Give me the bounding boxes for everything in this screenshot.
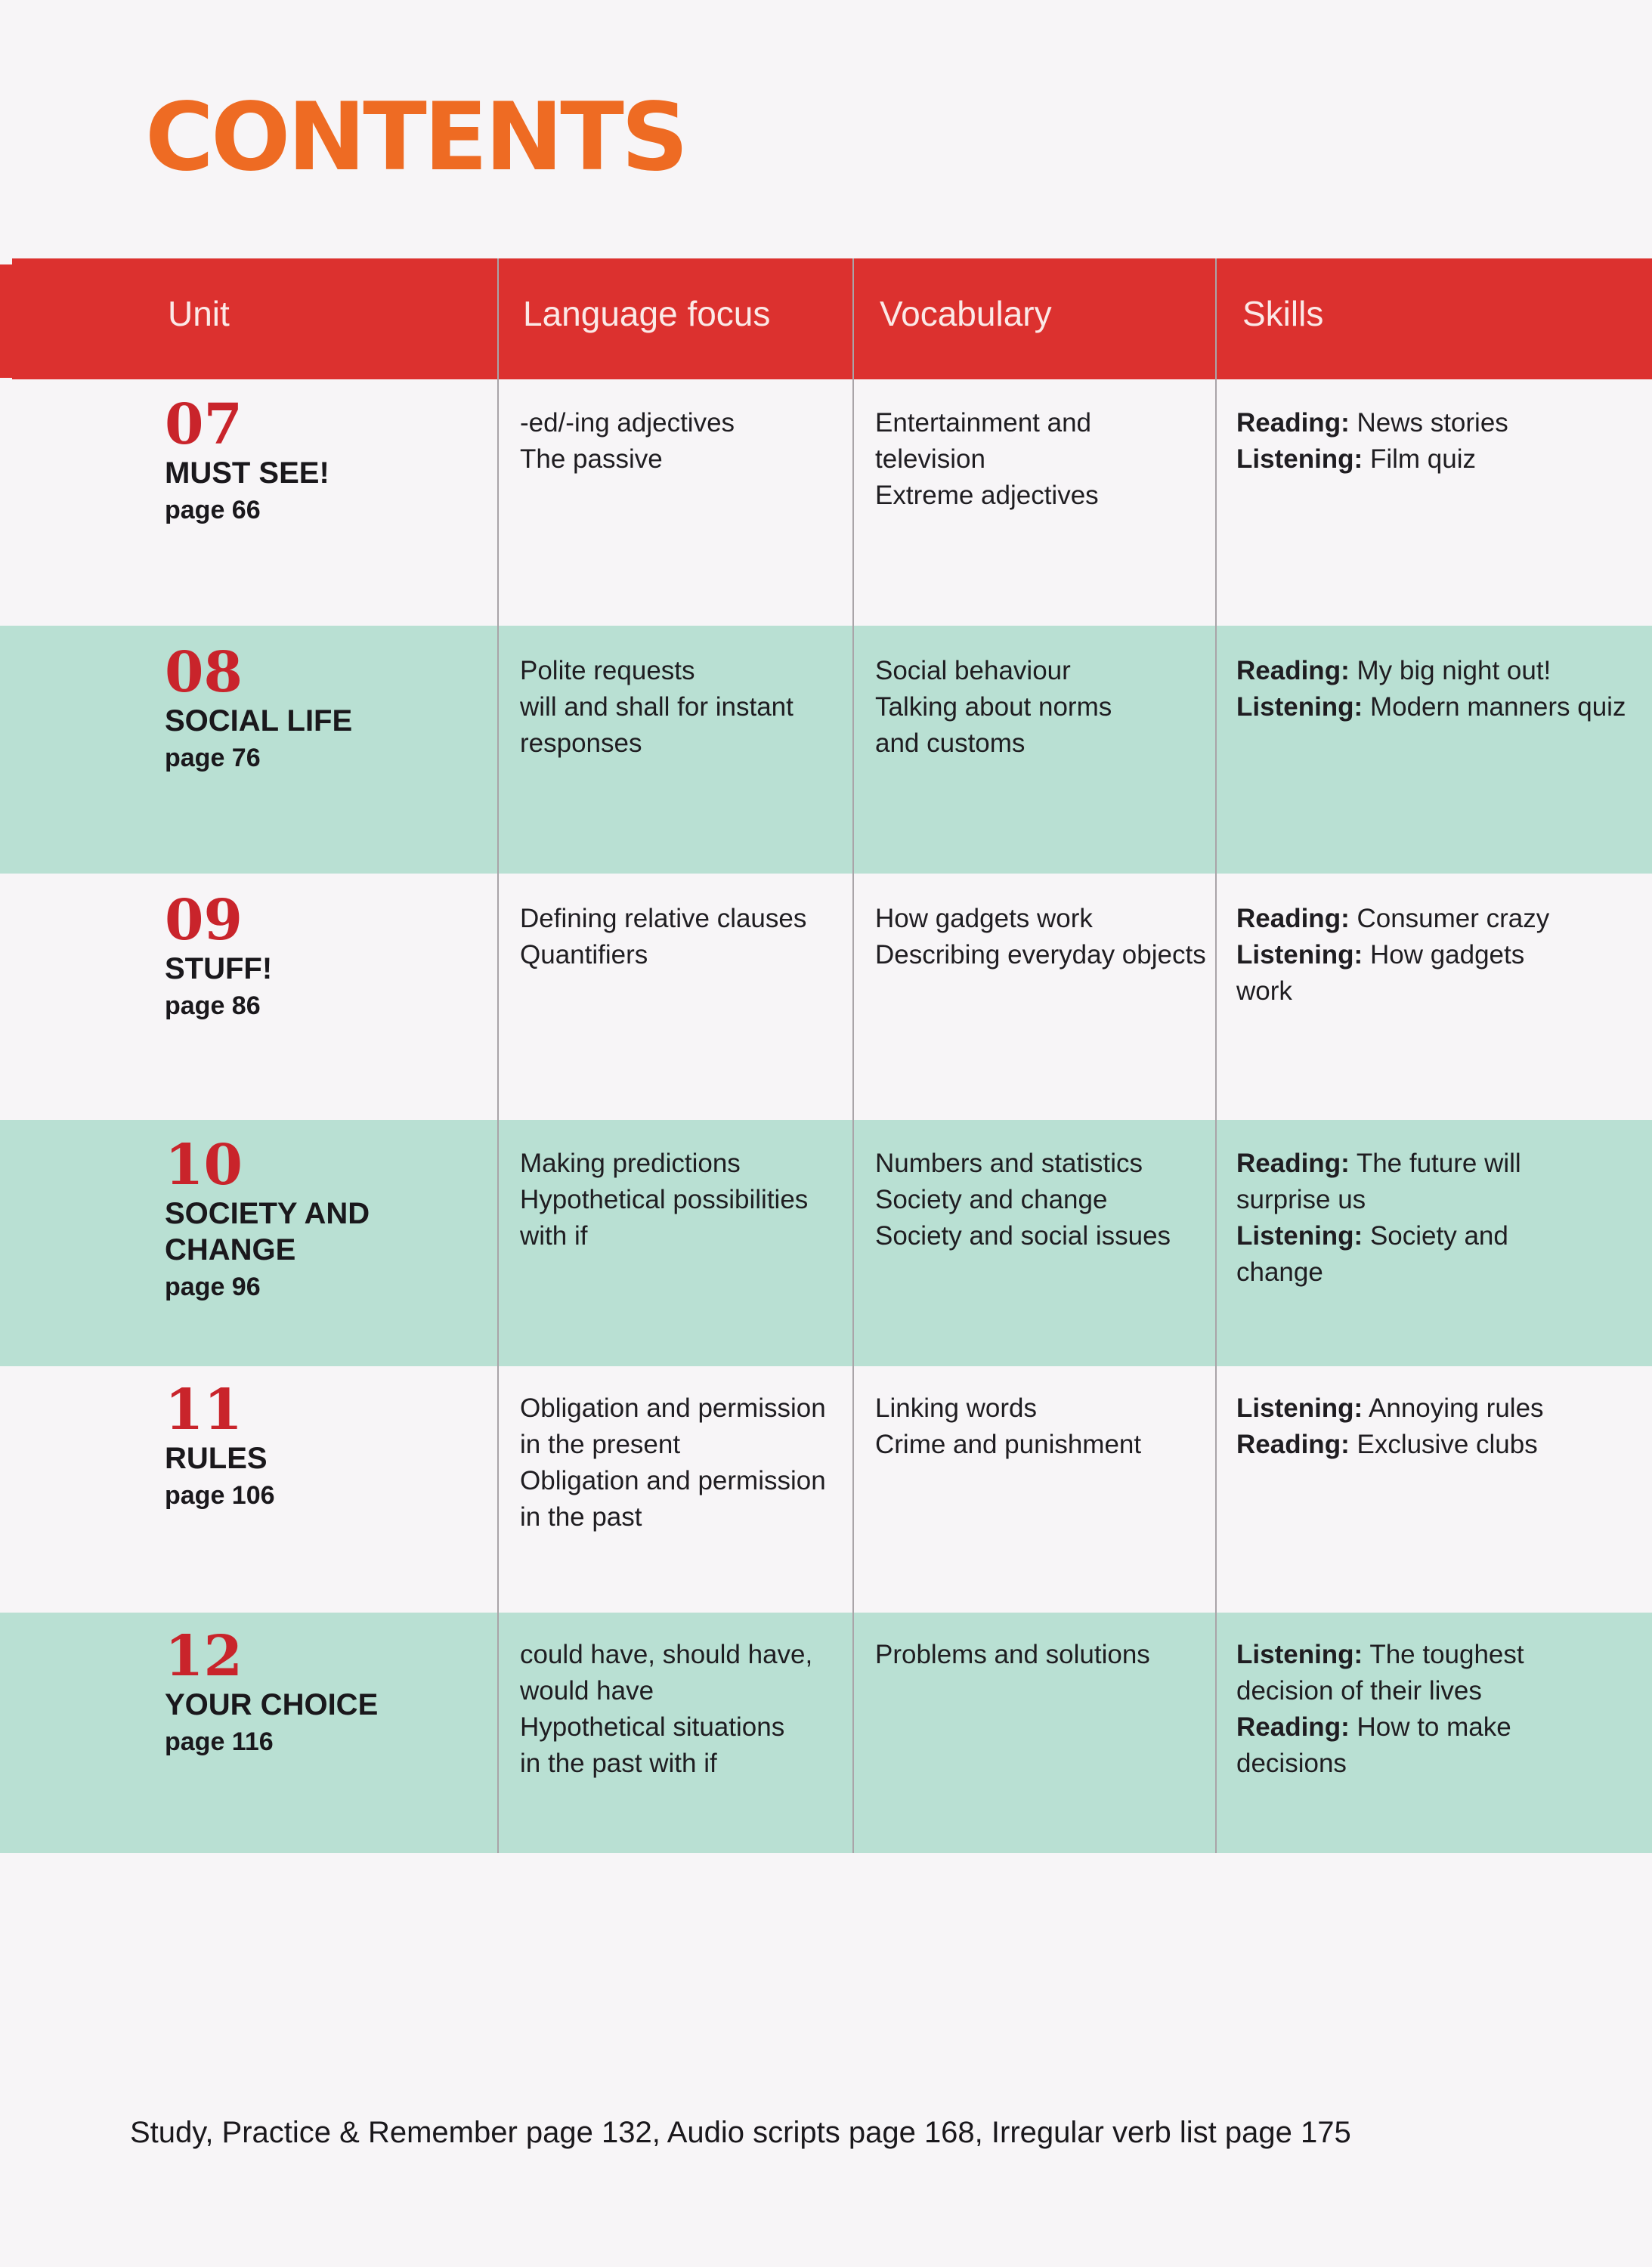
vocabulary-item: Linking words [875,1393,1037,1423]
unit-page-link: page 96 [165,1273,261,1301]
skill-item [1236,653,1626,689]
skill-text: Society and [1369,1221,1508,1251]
language-focus-item: Hypothetical situations [520,1712,785,1742]
footer-references: Study, Practice & Remember page 132, Audio scripts page 168, Irregular verb list page 175 [130,2116,1351,2149]
skill-text: change [1236,1257,1323,1287]
skills-cell [1236,1146,1521,1291]
unit-title: SOCIETY AND [165,1197,370,1230]
unit-title: MUST SEE! [165,456,329,490]
skill-item [1236,901,1549,937]
vocabulary-item: Society and social issues [875,1221,1171,1251]
vocabulary-item: and customs [875,728,1026,758]
skill-label: Reading: [1236,656,1350,685]
language-focus-item: would have [520,1676,654,1706]
language-focus-item: Hypothetical possibilities [520,1185,809,1214]
skill-text: How gadgets [1369,940,1525,970]
language-focus-item: Obligation and permission [520,1393,826,1423]
language-focus-cell [520,1390,826,1536]
language-focus-item: Defining relative clauses [520,904,807,933]
vocabulary-item: Talking about norms [875,692,1112,722]
vocabulary-item: television [875,444,985,474]
skill-text: Exclusive clubs [1357,1430,1538,1459]
vocabulary-item: How gadgets work [875,904,1093,933]
skill-item [1236,937,1549,973]
skill-label: Reading: [1236,904,1350,933]
language-focus-item: could have, should have, [520,1640,813,1669]
vocabulary-cell [875,1390,1141,1463]
skill-item [1236,689,1626,725]
unit-page-link: page 106 [165,1481,275,1510]
unit-cell [165,642,352,777]
header-language-focus: Language focus [523,294,771,333]
vocabulary-item: Extreme adjectives [875,481,1099,510]
header-unit: Unit [168,294,230,333]
skill-item [1236,405,1508,441]
skill-item [1236,973,1549,1010]
table-header [12,258,1652,379]
language-focus-item: Quantifiers [520,940,648,970]
language-focus-item: Obligation and permission [520,1466,826,1495]
skill-item [1236,1182,1521,1218]
header-vocabulary: Vocabulary [880,294,1052,333]
skills-cell [1236,901,1549,1010]
skill-item [1236,1709,1524,1746]
skill-label: Listening: [1236,940,1363,970]
unit-cell [165,394,329,529]
skill-item [1236,1427,1544,1463]
skills-cell [1236,1390,1544,1463]
skill-text: work [1236,976,1292,1006]
skill-text: decisions [1236,1749,1347,1778]
skill-item [1236,1637,1524,1673]
vocabulary-item: Social behaviour [875,656,1071,685]
unit-number: 09 [165,888,243,953]
unit-cell [165,890,272,1025]
unit-cell [165,1135,370,1306]
unit-title: SOCIAL LIFE [165,704,353,738]
unit-title: STUFF! [165,952,273,985]
skill-label: Listening: [1236,1640,1363,1669]
skill-text: decision of their lives [1236,1676,1482,1706]
skills-cell [1236,653,1626,725]
vocabulary-item: Society and change [875,1185,1108,1214]
skill-item [1236,1390,1544,1427]
language-focus-item: The passive [520,444,663,474]
vocabulary-item: Describing everyday objects [875,940,1206,970]
unit-cell [165,1626,378,1761]
skill-text: Film quiz [1369,444,1476,474]
skill-item [1236,1673,1524,1709]
vocabulary-cell [875,901,1206,973]
skill-text: The future will [1356,1149,1521,1178]
language-focus-cell [520,405,735,478]
unit-title: RULES [165,1442,268,1475]
unit-page-link: page 76 [165,744,261,772]
skill-label: Reading: [1236,1430,1350,1459]
vocabulary-item: Entertainment and [875,408,1092,438]
skill-label: Reading: [1236,408,1350,438]
language-focus-cell [520,901,806,973]
language-focus-cell [520,653,794,762]
column-divider [497,258,499,1853]
language-focus-item: will and shall for instant [520,692,794,722]
vocabulary-cell [875,405,1099,514]
skills-cell [1236,1637,1524,1782]
skill-label: Reading: [1236,1712,1350,1742]
language-focus-item: in the present [520,1430,681,1459]
unit-number: 07 [165,392,243,457]
language-focus-item: responses [520,728,642,758]
vocabulary-item: Crime and punishment [875,1430,1142,1459]
skill-label: Listening: [1236,444,1363,474]
unit-number: 12 [165,1624,243,1689]
vocabulary-cell [875,1146,1171,1254]
skill-item [1236,1218,1521,1254]
skill-text: surprise us [1236,1185,1366,1214]
vocabulary-item: Numbers and statistics [875,1149,1143,1178]
skill-text: How to make [1357,1712,1511,1742]
language-focus-item: Making predictions [520,1149,741,1178]
vocabulary-cell [875,1637,1150,1673]
column-divider [852,258,854,1853]
unit-number: 10 [165,1133,243,1198]
skills-cell [1236,405,1508,478]
unit-number: 08 [165,640,243,705]
skill-label: Listening: [1236,692,1363,722]
unit-number: 11 [165,1378,243,1443]
column-divider [1215,258,1217,1853]
page-title: CONTENTS [145,83,686,192]
skill-text: Consumer crazy [1357,904,1550,933]
language-focus-item: Polite requests [520,656,695,685]
unit-page-link: page 86 [165,991,261,1020]
skill-item [1236,1146,1521,1182]
skill-label: Listening: [1236,1393,1363,1423]
header-skills: Skills [1242,294,1324,333]
unit-page-link: page 66 [165,496,261,524]
unit-title: YOUR CHOICE [165,1688,379,1721]
skill-item [1236,1746,1524,1782]
unit-cell [165,1380,275,1514]
skill-text: My big night out! [1357,656,1551,685]
language-focus-item: in the past [520,1502,642,1532]
skill-item [1236,441,1508,478]
skill-text: The toughest [1369,1640,1524,1669]
skill-text: News stories [1357,408,1508,438]
language-focus-item: -ed/-ing adjectives [520,408,735,438]
unit-page-link: page 116 [165,1727,274,1756]
unit-title: CHANGE [165,1233,296,1266]
skill-item [1236,1254,1521,1291]
vocabulary-item: Problems and solutions [875,1640,1150,1669]
skill-label: Listening: [1236,1221,1363,1251]
language-focus-item: with if [520,1221,588,1251]
language-focus-cell [520,1146,808,1254]
language-focus-cell [520,1637,812,1782]
skill-text: Annoying rules [1369,1393,1544,1423]
skill-label: Reading: [1236,1149,1350,1178]
vocabulary-cell [875,653,1112,762]
skill-text: Modern manners quiz [1369,692,1626,722]
language-focus-item: in the past with if [520,1749,717,1778]
